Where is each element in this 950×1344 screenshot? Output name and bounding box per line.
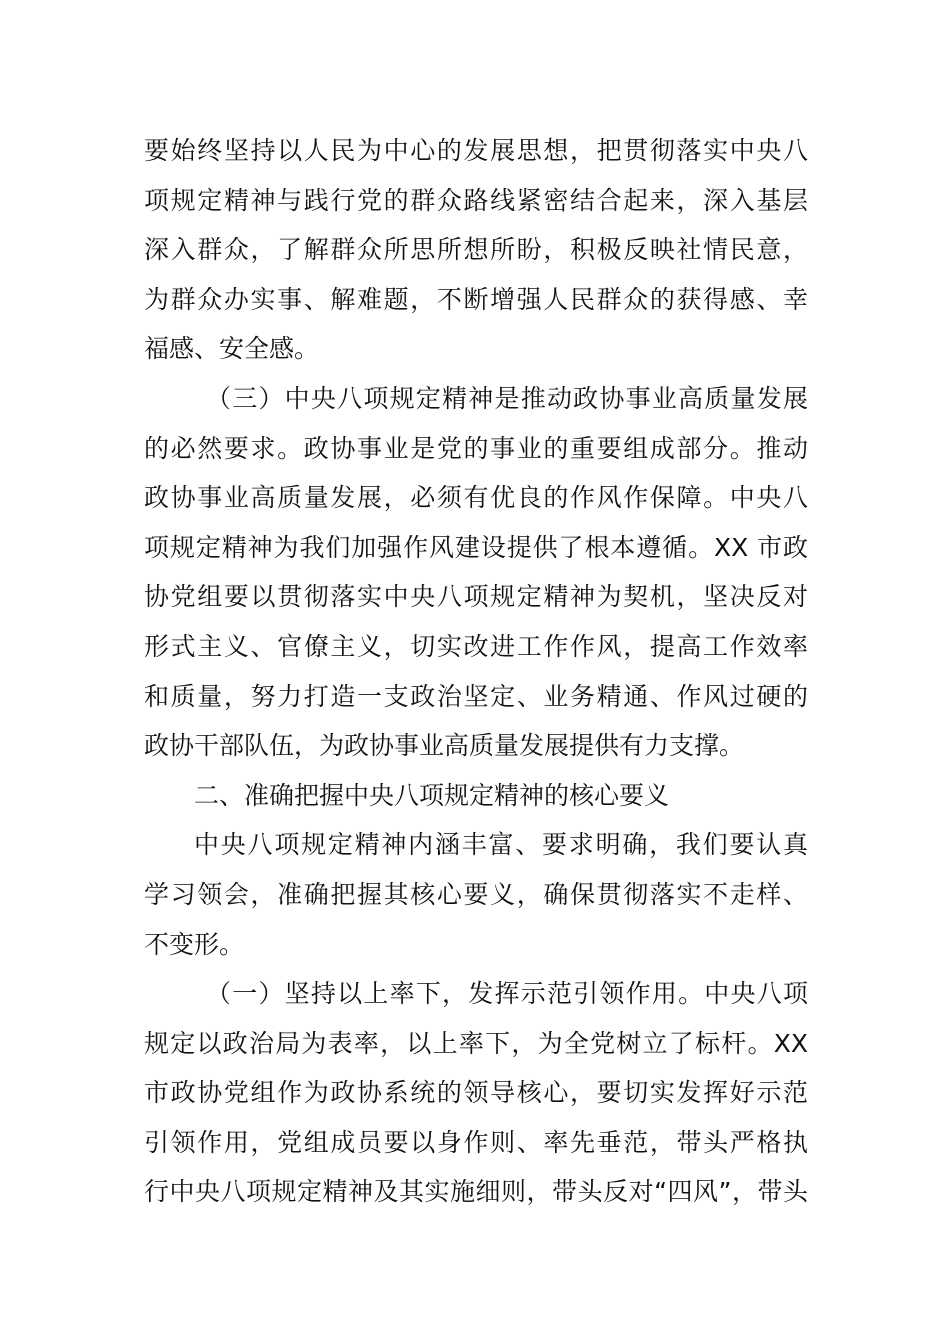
text-line: （三）中央八项规定精神是推动政协事业高质量发展 <box>206 383 808 413</box>
text-line: 协党组要以贯彻落实中央八项规定精神为契机，坚决反对 <box>144 582 808 612</box>
paragraph-4 <box>144 820 808 969</box>
text-line: 引领作用，党组成员要以身作则、率先垂范，带头严格执 <box>144 1127 808 1157</box>
text-line: 行中央八项规定精神及其实施细则，带头反对“四风”，带头 <box>144 1177 808 1207</box>
text-line: 要始终坚持以人民为中心的发展思想，把贯彻落实中央八 <box>144 136 808 165</box>
document-body <box>144 126 808 1217</box>
text-line: 为群众办实事、解难题，不断增强人民群众的获得感、幸 <box>144 284 808 314</box>
text-line: 不变形。 <box>144 929 245 959</box>
text-line: 市政协党组作为政协系统的领导核心，要切实发挥好示范 <box>144 1078 808 1108</box>
heading-line: 二、准确把握中央八项规定精神的核心要义 <box>194 780 670 810</box>
text-line: （一）坚持以上率下，发挥示范引领作用。中央八项 <box>206 979 808 1009</box>
text-line: 规定以政治局为表率，以上率下，为全党树立了标杆。XX <box>144 1028 808 1058</box>
text-line: 政协事业高质量发展，必须有优良的作风作保障。中央八 <box>144 483 808 513</box>
paragraph-5 <box>144 969 808 1217</box>
text-line: 深入群众，了解群众所思所想所盼，积极反映社情民意， <box>144 235 808 265</box>
text-line: 项规定精神与践行党的群众路线紧密结合起来，深入基层 <box>144 185 808 215</box>
text-line: 的必然要求。政协事业是党的事业的重要组成部分。推动 <box>144 433 808 463</box>
text-line: 福感、安全感。 <box>144 334 320 364</box>
section-heading <box>144 771 808 821</box>
text-line: 形式主义、官僚主义，切实改进工作作风，提高工作效率 <box>144 631 808 661</box>
text-line: 政协干部队伍，为政协事业高质量发展提供有力支撑。 <box>144 731 745 761</box>
text-line: 项规定精神为我们加强作风建设提供了根本遵循。XX 市政 <box>144 532 808 562</box>
paragraph-1 <box>144 126 808 374</box>
paragraph-2 <box>144 374 808 771</box>
text-line: 学习领会，准确把握其核心要义，确保贯彻落实不走样、 <box>144 879 808 909</box>
text-line: 和质量，努力打造一支政治坚定、业务精通、作风过硬的 <box>144 681 808 711</box>
text-line: 中央八项规定精神内涵丰富、要求明确，我们要认真 <box>194 830 808 860</box>
